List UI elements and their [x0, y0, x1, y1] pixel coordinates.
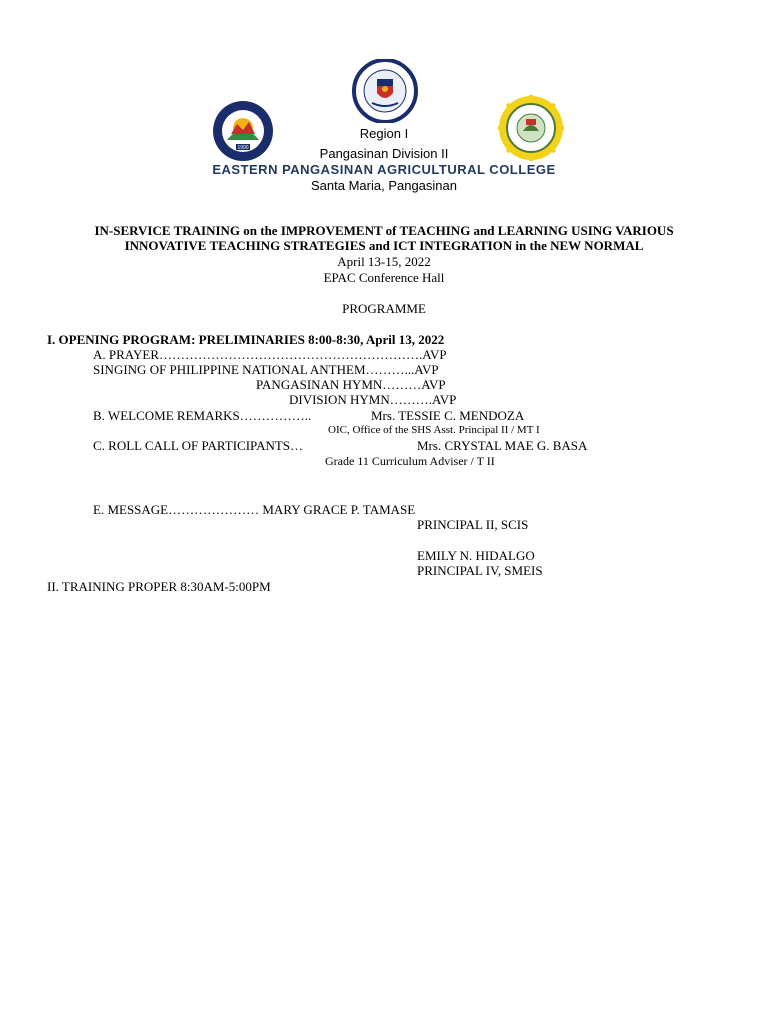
region-label: Region I	[359, 126, 409, 141]
speaker2-name: EMILY N. HIDALGO	[417, 548, 535, 563]
speaker2-title: PRINCIPAL IV, SMEIS	[417, 563, 543, 578]
training-title-line2: INNOVATIVE TEACHING STRATEGIES and ICT INTEGRATION in the NEW NORMAL	[124, 238, 644, 253]
logo-left-year: 1990	[237, 145, 249, 151]
item-national-anthem: SINGING OF PHILIPPINE NATIONAL ANTHEM………...AVP	[93, 362, 439, 377]
college-location: Santa Maria, Pangasinan	[311, 178, 457, 193]
item-welcome-remarks: B. WELCOME REMARKS……………..	[93, 408, 312, 423]
programme-heading: PROGRAMME	[342, 301, 426, 316]
item-roll-call: C. ROLL CALL OF PARTICIPANTS…	[93, 438, 304, 453]
roll-call-speaker-title: Grade 11 Curriculum Adviser / T II	[325, 454, 495, 468]
item-division-hymn: DIVISION HYMN……….AVP	[289, 392, 457, 407]
training-venue: EPAC Conference Hall	[323, 270, 445, 285]
deped-seal-logo	[350, 59, 420, 123]
college-name: EASTERN PANGASINAN AGRICULTURAL COLLEGE	[212, 162, 556, 177]
message-speaker-title: PRINCIPAL II, SCIS	[417, 517, 529, 532]
item-message: E. MESSAGE………………… MARY GRACE P. TAMASE	[93, 502, 416, 517]
training-dates: April 13-15, 2022	[337, 254, 431, 269]
welcome-speaker: Mrs. TESSIE C. MENDOZA	[371, 408, 525, 423]
section-opening-program: I. OPENING PROGRAM: PRELIMINARIES 8:00-8:30, April 13, 2022	[47, 332, 445, 347]
roll-call-speaker: Mrs. CRYSTAL MAE G. BASA	[417, 438, 588, 453]
item-prayer: A. PRAYER…………………………………………………….AVP	[93, 347, 447, 362]
division-label: Pangasinan Division II	[319, 146, 449, 161]
welcome-speaker-title: OIC, Office of the SHS Asst. Principal II / MT I	[328, 424, 540, 436]
section-training-proper: II. TRAINING PROPER 8:30AM-5:00PM	[47, 579, 271, 594]
item-pangasinan-hymn: PANGASINAN HYMN………AVP	[256, 377, 446, 392]
training-title-line1: IN-SERVICE TRAINING on the IMPROVEMENT of TEACHING and LEARNING USING VARIOUS	[94, 223, 674, 238]
